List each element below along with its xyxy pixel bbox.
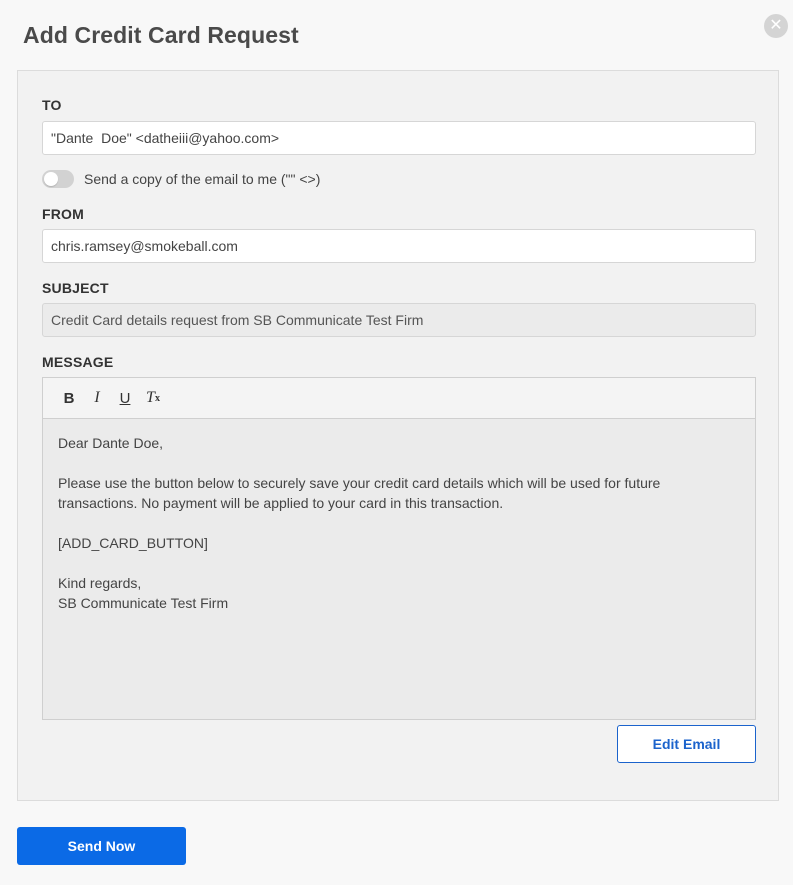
email-form-panel	[17, 70, 779, 801]
message-editor	[42, 377, 756, 720]
to-label: TO	[42, 97, 62, 113]
from-label: FROM	[42, 206, 85, 222]
subject-label: SUBJECT	[42, 280, 109, 296]
clear-format-icon: T	[146, 389, 155, 406]
clear-format-button[interactable]	[139, 385, 167, 411]
clear-format-x: x	[154, 392, 160, 404]
send-now-button[interactable]: Send Now	[17, 827, 186, 865]
message-greeting: Dear Dante Doe,	[58, 435, 164, 451]
close-icon[interactable]: ✕	[764, 14, 788, 38]
underline-button[interactable]: U	[119, 389, 131, 407]
message-signature: SB Communicate Test Firm	[58, 595, 229, 611]
toggle-knob	[44, 172, 58, 186]
copy-to-me-toggle[interactable]	[42, 170, 74, 188]
subject-field: Credit Card details request from SB Communicate Test Firm	[42, 303, 756, 337]
editor-toolbar	[43, 378, 755, 419]
to-field[interactable]: "Dante Doe" <datheiii@yahoo.com>	[42, 121, 756, 155]
copy-toggle-row	[42, 169, 320, 189]
from-field[interactable]: chris.ramsey@smokeball.com	[42, 229, 756, 263]
bold-button[interactable]: B	[63, 389, 75, 407]
message-label: MESSAGE	[42, 354, 114, 370]
message-placeholder-token: [ADD_CARD_BUTTON]	[58, 535, 208, 551]
italic-button[interactable]: I	[94, 389, 100, 406]
message-body[interactable]	[43, 419, 755, 627]
modal-title: Add Credit Card Request	[23, 22, 299, 48]
message-paragraph: Please use the button below to securely save your credit card details which will be used for future transactions. No payment will be applied to your card in this transaction.	[58, 475, 661, 511]
edit-email-button[interactable]: Edit Email	[617, 725, 756, 763]
copy-to-me-label: Send a copy of the email to me ("" <>)	[84, 171, 321, 187]
message-signoff: Kind regards,	[58, 575, 142, 591]
